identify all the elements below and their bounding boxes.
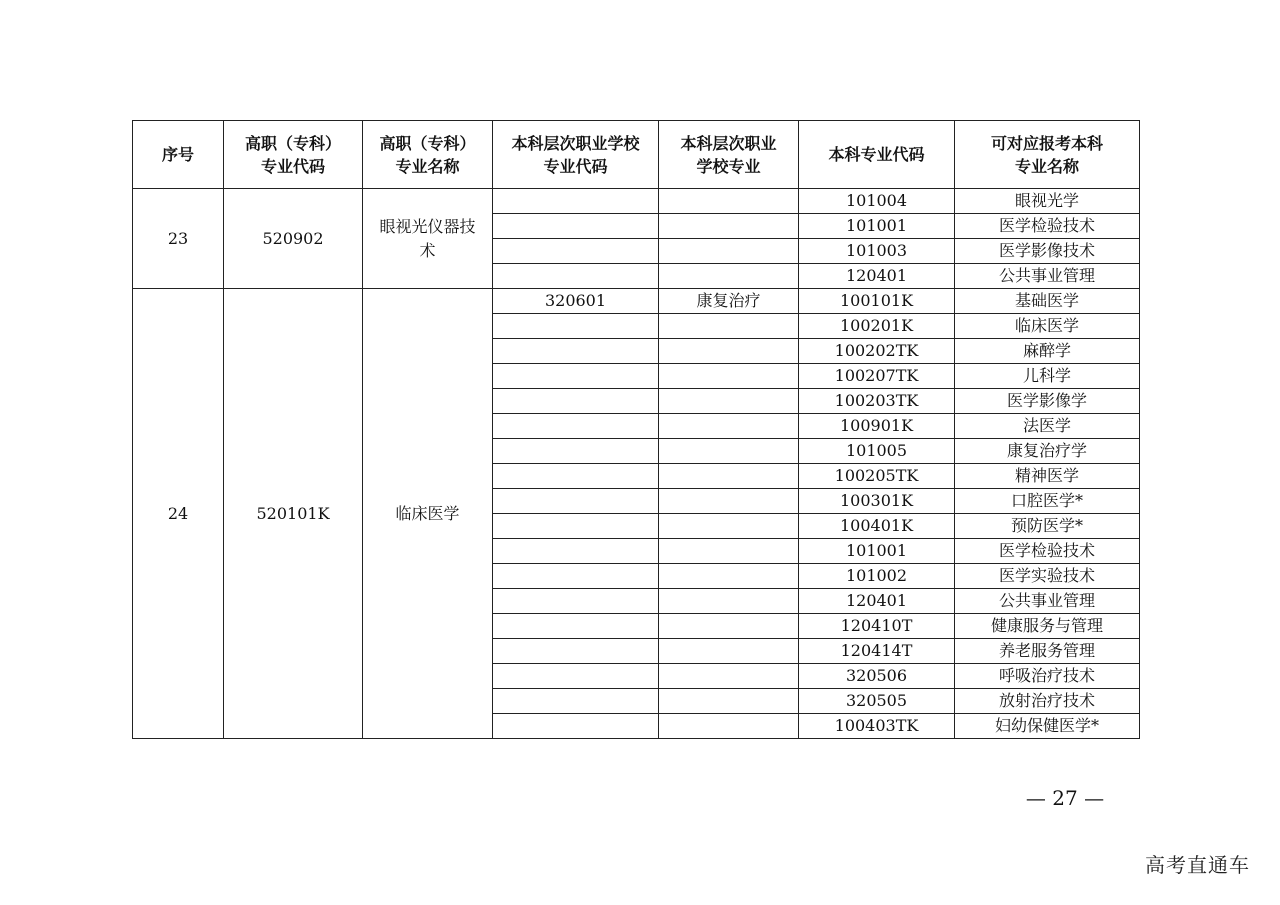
undergrad-code-cell: 101005 (799, 439, 955, 464)
voc-undergrad-code-cell (493, 614, 659, 639)
voc-undergrad-major-cell (659, 589, 799, 614)
voc-undergrad-major-cell (659, 189, 799, 214)
undergrad-name-cell: 医学实验技术 (955, 564, 1140, 589)
voc-undergrad-code-cell (493, 339, 659, 364)
undergrad-code-cell: 120401 (799, 589, 955, 614)
undergrad-code-cell: 101004 (799, 189, 955, 214)
header-vocational-code: 高职（专科） 专业代码 (224, 121, 363, 189)
undergrad-name-cell: 健康服务与管理 (955, 614, 1140, 639)
voc-undergrad-major-cell (659, 214, 799, 239)
voc-undergrad-major-cell (659, 314, 799, 339)
voc-undergrad-major-cell (659, 364, 799, 389)
voc-undergrad-code-cell (493, 564, 659, 589)
watermark-text: 高考直通车 (1145, 853, 1250, 877)
undergrad-code-cell: 120410T (799, 614, 955, 639)
undergrad-code-cell: 120414T (799, 639, 955, 664)
voc-undergrad-major-cell (659, 264, 799, 289)
undergrad-code-cell: 320505 (799, 689, 955, 714)
voc-undergrad-code-cell (493, 414, 659, 439)
voc-undergrad-major-cell (659, 439, 799, 464)
voc-undergrad-major-cell (659, 514, 799, 539)
undergrad-name-cell: 医学影像技术 (955, 239, 1140, 264)
undergrad-name-cell: 医学影像学 (955, 389, 1140, 414)
undergrad-name-cell: 公共事业管理 (955, 589, 1140, 614)
voc-undergrad-major-cell (659, 539, 799, 564)
undergrad-code-cell: 100207TK (799, 364, 955, 389)
undergrad-name-cell: 妇幼保健医学* (955, 714, 1140, 739)
page-number: — 27 — (1025, 786, 1105, 810)
undergrad-code-cell: 101001 (799, 539, 955, 564)
vocational-code-cell: 520902 (224, 189, 363, 289)
undergrad-name-cell: 医学检验技术 (955, 214, 1140, 239)
undergrad-name-cell: 基础医学 (955, 289, 1140, 314)
voc-undergrad-code-cell (493, 689, 659, 714)
undergrad-name-cell: 放射治疗技术 (955, 689, 1140, 714)
undergrad-name-cell: 医学检验技术 (955, 539, 1140, 564)
undergrad-name-cell: 预防医学* (955, 514, 1140, 539)
header-undergrad-name: 可对应报考本科 专业名称 (955, 121, 1140, 189)
undergrad-code-cell: 320506 (799, 664, 955, 689)
undergrad-name-cell: 口腔医学* (955, 489, 1140, 514)
voc-undergrad-major-cell (659, 339, 799, 364)
voc-undergrad-code-cell (493, 514, 659, 539)
voc-undergrad-code-cell (493, 214, 659, 239)
undergrad-name-cell: 麻醉学 (955, 339, 1140, 364)
undergrad-code-cell: 100203TK (799, 389, 955, 414)
undergrad-code-cell: 100205TK (799, 464, 955, 489)
voc-undergrad-major-cell (659, 464, 799, 489)
voc-undergrad-code-cell (493, 189, 659, 214)
undergrad-code-cell: 100403TK (799, 714, 955, 739)
voc-undergrad-major-cell (659, 239, 799, 264)
voc-undergrad-code-cell (493, 539, 659, 564)
undergrad-code-cell: 120401 (799, 264, 955, 289)
table-row (133, 189, 1140, 214)
voc-undergrad-major-cell (659, 639, 799, 664)
voc-undergrad-code-cell (493, 239, 659, 264)
voc-undergrad-major-cell (659, 489, 799, 514)
undergrad-name-cell: 养老服务管理 (955, 639, 1140, 664)
voc-undergrad-code-cell (493, 389, 659, 414)
table-header-row (133, 121, 1140, 189)
undergrad-code-cell: 101002 (799, 564, 955, 589)
voc-undergrad-major-cell (659, 414, 799, 439)
voc-undergrad-code-cell (493, 464, 659, 489)
voc-undergrad-major-cell (659, 389, 799, 414)
undergrad-code-cell: 100401K (799, 514, 955, 539)
undergrad-name-cell: 眼视光学 (955, 189, 1140, 214)
table-body (133, 189, 1140, 739)
undergrad-code-cell: 100202TK (799, 339, 955, 364)
voc-undergrad-code-cell (493, 489, 659, 514)
voc-undergrad-code-cell (493, 664, 659, 689)
undergrad-name-cell: 康复治疗学 (955, 439, 1140, 464)
undergrad-code-cell: 101001 (799, 214, 955, 239)
vocational-name-cell: 临床医学 (363, 289, 493, 739)
voc-undergrad-major-cell (659, 689, 799, 714)
header-undergrad-code: 本科专业代码 (799, 121, 955, 189)
undergrad-code-cell: 100101K (799, 289, 955, 314)
vocational-name-cell: 眼视光仪器技术 (363, 189, 493, 289)
voc-undergrad-major-cell (659, 664, 799, 689)
header-vocational-name: 高职（专科） 专业名称 (363, 121, 493, 189)
voc-undergrad-code-cell (493, 714, 659, 739)
voc-undergrad-code-cell (493, 264, 659, 289)
voc-undergrad-code-cell (493, 314, 659, 339)
undergrad-name-cell: 公共事业管理 (955, 264, 1140, 289)
undergrad-code-cell: 100901K (799, 414, 955, 439)
undergrad-code-cell: 100301K (799, 489, 955, 514)
voc-undergrad-major-cell: 康复治疗 (659, 289, 799, 314)
header-voc-undergrad-major: 本科层次职业 学校专业 (659, 121, 799, 189)
table-row (133, 289, 1140, 314)
voc-undergrad-major-cell (659, 614, 799, 639)
voc-undergrad-major-cell (659, 714, 799, 739)
undergrad-name-cell: 临床医学 (955, 314, 1140, 339)
voc-undergrad-code-cell (493, 439, 659, 464)
undergrad-name-cell: 儿科学 (955, 364, 1140, 389)
voc-undergrad-code-cell (493, 364, 659, 389)
voc-undergrad-major-cell (659, 564, 799, 589)
header-serial-no: 序号 (133, 121, 224, 189)
undergrad-name-cell: 呼吸治疗技术 (955, 664, 1140, 689)
voc-undergrad-code-cell: 320601 (493, 289, 659, 314)
undergrad-code-cell: 101003 (799, 239, 955, 264)
undergrad-name-cell: 精神医学 (955, 464, 1140, 489)
serial-no-cell: 24 (133, 289, 224, 739)
serial-no-cell: 23 (133, 189, 224, 289)
undergrad-code-cell: 100201K (799, 314, 955, 339)
major-correspondence-table (132, 120, 1140, 739)
vocational-code-cell: 520101K (224, 289, 363, 739)
voc-undergrad-code-cell (493, 589, 659, 614)
undergrad-name-cell: 法医学 (955, 414, 1140, 439)
header-voc-undergrad-code: 本科层次职业学校 专业代码 (493, 121, 659, 189)
voc-undergrad-code-cell (493, 639, 659, 664)
